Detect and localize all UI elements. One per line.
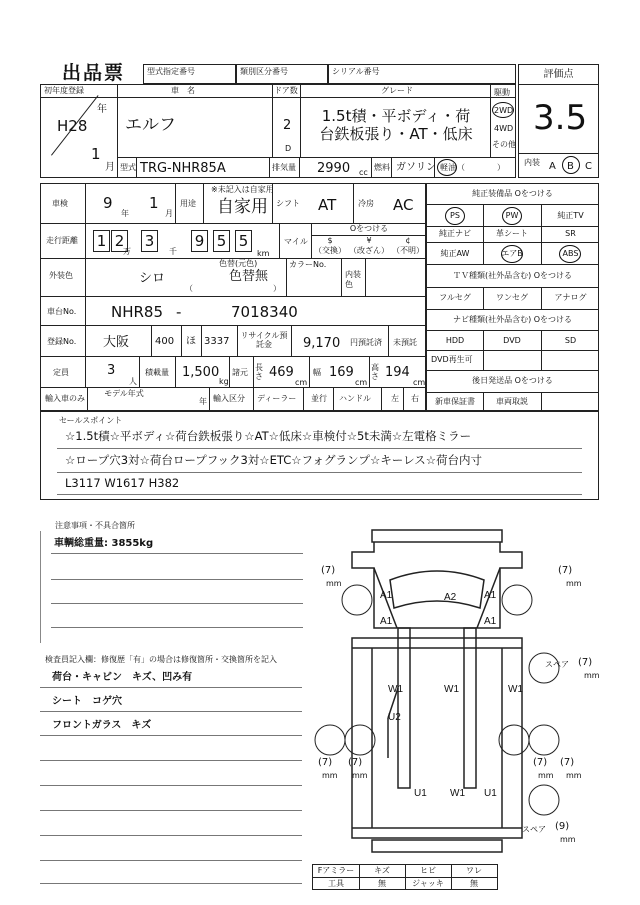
- spare1-label: スペア: [545, 660, 569, 669]
- front-bumper: [372, 530, 502, 542]
- width-value: 169: [329, 365, 354, 380]
- inspector-line2: シート コゲ穴: [52, 696, 122, 707]
- legend-v3: 無: [470, 879, 478, 888]
- tread-rr1: (7): [533, 757, 548, 768]
- wheel-front-left: [342, 585, 372, 615]
- drive-label: 駆動: [494, 88, 510, 97]
- frame-rail-left: [398, 628, 410, 788]
- equip-abs: ABS: [562, 249, 579, 258]
- height-unit: cm: [413, 378, 426, 387]
- load-value: 1,500: [182, 365, 220, 380]
- equip-pw: PW: [505, 211, 519, 220]
- int-color-label: 内装色: [345, 270, 361, 289]
- equipment-box: [426, 183, 599, 411]
- equip-abs-circle: [559, 245, 581, 263]
- ac-label: 冷房: [358, 199, 374, 208]
- import-parallel: 並行: [311, 394, 327, 403]
- mileage-mile: マイル: [284, 237, 308, 246]
- windshield: [390, 571, 484, 608]
- cc-unit: cc: [359, 168, 368, 177]
- recycle-value: 9,170: [303, 336, 341, 351]
- mileage-circle-note: Oをつける: [349, 224, 389, 233]
- import-year-suffix: 年: [199, 397, 207, 406]
- color-label: 外装色: [49, 271, 73, 280]
- legend-table: [312, 864, 498, 890]
- displacement-label: 排気量: [272, 163, 296, 172]
- fuel-label: 燃料: [374, 163, 390, 172]
- serial-label: シリアル番号: [332, 67, 380, 76]
- equip-ps-circle: [445, 207, 465, 225]
- ac-value: AC: [393, 196, 414, 214]
- mileage-label: 走行距離: [46, 236, 78, 245]
- mark-w1-center: W1: [444, 684, 459, 695]
- load-label: 積載量: [145, 368, 169, 377]
- notes-line1: 車輌総重量: 3855kg: [54, 538, 154, 549]
- legend-h1: キズ: [374, 866, 390, 875]
- inspection-year: 9: [103, 194, 113, 212]
- recycle-unit: 円預託済: [350, 338, 382, 347]
- wheel-rear-left-inner: [345, 725, 375, 755]
- wheel-spare-2: [529, 785, 559, 815]
- drive-4wd: 4WD: [494, 124, 514, 133]
- inspection-label: 車検: [52, 199, 68, 208]
- spare2-value: (9): [555, 821, 570, 832]
- length-value: 469: [269, 365, 294, 380]
- first-reg-month: 1: [91, 145, 101, 163]
- chassis-dash: -: [176, 303, 182, 321]
- drive-other: その他: [492, 140, 516, 149]
- load-unit: kg: [219, 377, 229, 386]
- mark-u1-right: U1: [484, 788, 497, 799]
- color-no-label: カラーNo.: [289, 260, 327, 269]
- color-change-value: 色替無: [229, 269, 269, 284]
- first-reg-year: H28: [57, 117, 88, 135]
- registration-region: 大阪: [103, 335, 130, 350]
- equipment-header: 純正装備品 Oをつける: [472, 189, 553, 198]
- handle-right: 右: [411, 394, 419, 403]
- score-value: 3.5: [533, 98, 588, 138]
- height-value: 194: [385, 365, 410, 380]
- color-change-label: 色替(元色): [219, 259, 258, 268]
- shift-label: シフト: [276, 199, 300, 208]
- equip-ps: PS: [450, 211, 460, 220]
- opt3-sym: ¢: [405, 236, 411, 245]
- inspector-line1: 荷台・キャビン キズ、凹み有: [52, 672, 193, 683]
- legend-v2: ジャッキ: [412, 879, 444, 888]
- cab-outline: [352, 542, 522, 628]
- wheel-rear-left-outer: [315, 725, 345, 755]
- mark-u2: U2: [388, 712, 401, 723]
- mileage-digit: 3: [141, 230, 158, 252]
- tread-rr2-unit: mm: [566, 771, 582, 780]
- fuel-diesel: 軽油: [440, 163, 456, 172]
- legend-h3: ワレ: [466, 866, 482, 875]
- interior-b: B: [567, 161, 574, 172]
- capacity-value: 3: [107, 363, 116, 378]
- tv-analog: アナログ: [554, 293, 587, 302]
- length-unit: cm: [295, 378, 308, 387]
- capacity-label: 定員: [53, 368, 69, 377]
- sales-points-line1: ☆1.5t積☆平ボディ☆荷台鉄板張り☆AT☆低床☆車検付☆5t未満☆左電格ミラー: [65, 429, 472, 443]
- model-value: TRG-NHR85A: [140, 161, 226, 176]
- inspector-area: [40, 665, 302, 885]
- car-name-label: 車 名: [171, 86, 195, 95]
- spare1-value: (7): [578, 657, 593, 668]
- handle-left: 左: [391, 394, 399, 403]
- interior-a: A: [549, 161, 556, 172]
- import-dealer: ディーラー: [257, 394, 297, 403]
- mark-w1-right: W1: [508, 684, 523, 695]
- import-class-label: 輸入区分: [213, 394, 245, 403]
- import-label: 輸入車のみ: [45, 394, 85, 403]
- aftermarket-manual: 車両取説: [496, 397, 528, 406]
- tread-rl2-unit: mm: [352, 771, 368, 780]
- length-label: 長さ: [255, 363, 263, 381]
- mileage-man: 万: [123, 247, 131, 256]
- recycle-status: 未預託: [393, 338, 417, 347]
- inspection-year-suffix: 年: [121, 209, 129, 218]
- navi-dvd: DVD: [503, 336, 521, 345]
- height-label: 高さ: [371, 363, 379, 381]
- tread-fl: (7): [321, 565, 336, 576]
- class-code-label: 類別区分番号: [240, 67, 288, 76]
- score-label: 評価点: [543, 69, 574, 80]
- details-box: [40, 183, 426, 411]
- equip-airbag-circle: [501, 245, 523, 263]
- registration-number: 3337: [204, 336, 230, 347]
- sales-points-label: セールスポイント: [59, 416, 123, 425]
- tread-rl2: (7): [348, 757, 363, 768]
- legend-h2: ヒビ: [420, 866, 436, 875]
- tv-oneseg: ワンセグ: [496, 293, 528, 302]
- navi-header: ナビ種類(社外品含む) Oをつける: [452, 315, 573, 324]
- tread-fr: (7): [558, 565, 573, 576]
- tread-fl-unit: mm: [326, 579, 342, 588]
- wheel-rear-right-inner: [499, 725, 529, 755]
- dims-label: 諸元: [232, 368, 248, 377]
- mark-a2: A2: [444, 592, 457, 603]
- navi-sd: SD: [564, 336, 577, 345]
- registration-label: 登録No.: [47, 337, 77, 346]
- tread-rl1: (7): [318, 757, 333, 768]
- inspection-month-suffix: 月: [165, 209, 173, 218]
- opt2-text: （改ざん）: [349, 246, 389, 255]
- equip-sr: SR: [565, 229, 576, 238]
- truck-diagram: [312, 528, 562, 868]
- grade-label: グレード: [381, 86, 413, 95]
- import-model-year: モデル年式: [104, 389, 144, 398]
- sales-points-line2: ☆ロープ穴3対☆荷台ロープフック3対☆ETC☆フォグランプ☆キーレス☆荷台内寸: [65, 453, 483, 467]
- chassis-prefix: NHR85: [111, 303, 164, 321]
- door-suffix: D: [285, 144, 292, 153]
- equip-navi: 純正ナビ: [439, 229, 471, 238]
- displacement-value: 2990: [317, 161, 351, 176]
- inspector-line3: フロントガラス キズ: [52, 720, 152, 731]
- opt1-text: （交換）: [314, 246, 346, 255]
- score-box: [518, 64, 599, 178]
- tread-rl1-unit: mm: [322, 771, 338, 780]
- mileage-digit: 2: [111, 230, 128, 252]
- tv-header: ＴＶ種類(社外品含む) Oをつける: [452, 271, 573, 280]
- mileage-digit: 5: [213, 230, 230, 252]
- mark-w1-left: W1: [388, 684, 403, 695]
- equip-airbag: エアB: [501, 249, 523, 258]
- inspection-month: 1: [149, 194, 159, 212]
- model-label: 型式: [120, 163, 136, 172]
- chassis-label: 車台No.: [47, 307, 77, 316]
- mark-a1-right: A1: [484, 590, 497, 601]
- interior-label: 内装: [524, 158, 540, 167]
- usage-label: 用途: [180, 199, 196, 208]
- usage-value: 自家用: [217, 197, 268, 217]
- color-change-paren: （ ）: [185, 284, 281, 293]
- registration-kana: ほ: [186, 336, 196, 347]
- doors-label: ドア数: [274, 86, 298, 95]
- tread-fr-unit: mm: [566, 579, 582, 588]
- type-code-box: [143, 64, 236, 84]
- type-code-label: 型式指定番号: [147, 67, 195, 76]
- drive-2wd-circle: [492, 102, 514, 118]
- mark-u1-left: U1: [414, 788, 427, 799]
- tv-fullseg: フルセグ: [439, 293, 471, 302]
- mark-a1-right-lower: A1: [484, 616, 497, 627]
- year-suffix: 年: [97, 104, 107, 115]
- vehicle-info-box: [40, 84, 516, 178]
- opt1-sym: $: [327, 236, 333, 245]
- navi-hdd: HDD: [445, 336, 465, 345]
- recycle-label: リサイクル預託金: [240, 331, 288, 349]
- wheel-rear-right-outer: [529, 725, 559, 755]
- sales-points-line3: L3117 W1617 H382: [65, 476, 180, 490]
- capacity-unit: 人: [129, 377, 137, 386]
- spare1-unit: mm: [584, 671, 600, 680]
- color-value: シロ: [139, 271, 166, 286]
- dvd-playback: DVD再生可: [431, 355, 473, 364]
- notes-area: [40, 531, 303, 643]
- tread-rr1-unit: mm: [538, 771, 554, 780]
- registration-class: 400: [155, 336, 175, 347]
- wheel-front-right: [502, 585, 532, 615]
- mark-w1-bottom: W1: [450, 788, 465, 799]
- aftermarket-warranty: 新車保証書: [435, 397, 475, 406]
- interior-b-circle: [562, 156, 580, 174]
- mark-a1-left: A1: [380, 590, 393, 601]
- page-title: 出品票: [62, 62, 126, 84]
- car-name: エルフ: [125, 115, 176, 135]
- mileage-digit: 1: [93, 230, 110, 252]
- usage-note: ※未記入は自家用: [211, 185, 274, 194]
- equip-leather: 革シート: [496, 229, 528, 238]
- mileage-digit: 9: [191, 230, 208, 252]
- legend-v1: 無: [378, 879, 386, 888]
- drive-2wd: 2WD: [494, 106, 514, 115]
- interior-c: C: [585, 161, 592, 172]
- equip-tv: 純正TV: [557, 211, 584, 220]
- opt2-sym: ¥: [366, 236, 372, 245]
- mileage-digit: 5: [235, 230, 252, 252]
- spare2-unit: mm: [560, 835, 576, 844]
- legend-h0: Fアミラー: [317, 866, 355, 875]
- sales-points-box: [40, 411, 599, 500]
- grade-line1: 1.5t積・平ボディ・荷: [321, 107, 471, 125]
- shift-value: AT: [318, 196, 337, 214]
- equip-aw: 純正AW: [440, 249, 470, 258]
- rear-bumper: [372, 840, 502, 852]
- fuel-gasoline: ガソリン: [396, 162, 436, 173]
- opt3-text: （不明）: [392, 246, 424, 255]
- width-label: 幅: [313, 368, 321, 377]
- month-suffix: 月: [105, 162, 115, 173]
- frame-rail-right: [464, 628, 476, 788]
- tread-rr2: (7): [560, 757, 575, 768]
- doors-value: 2: [283, 118, 292, 133]
- grade-line2: 台鉄板張り・AT・低床: [319, 125, 473, 143]
- fuel-paren: （ ）: [457, 163, 505, 172]
- inspector-label: 検査員記入欄：修復歴「有」の場合は修復箇所・交換箇所を記入: [45, 655, 277, 664]
- legend-v0: 工具: [328, 879, 344, 888]
- first-reg-label: 初年度登録: [44, 86, 84, 95]
- mark-a1-left-lower: A1: [380, 616, 393, 627]
- serial-box: [328, 64, 516, 84]
- class-code-box: [236, 64, 328, 84]
- width-unit: cm: [355, 378, 368, 387]
- cargo-bed: [352, 638, 522, 838]
- notes-label: 注意事項・不具合箇所: [55, 521, 135, 530]
- spare2-label: スペア: [522, 825, 546, 834]
- mileage-sen: 千: [169, 247, 177, 256]
- handle-label: ハンドル: [339, 394, 371, 403]
- mileage-km: km: [257, 249, 270, 258]
- fuel-circle: [437, 159, 457, 176]
- chassis-number: 7018340: [231, 303, 298, 321]
- equip-pw-circle: [502, 207, 522, 225]
- aftermarket-header: 後日発送品 Oをつける: [472, 376, 553, 385]
